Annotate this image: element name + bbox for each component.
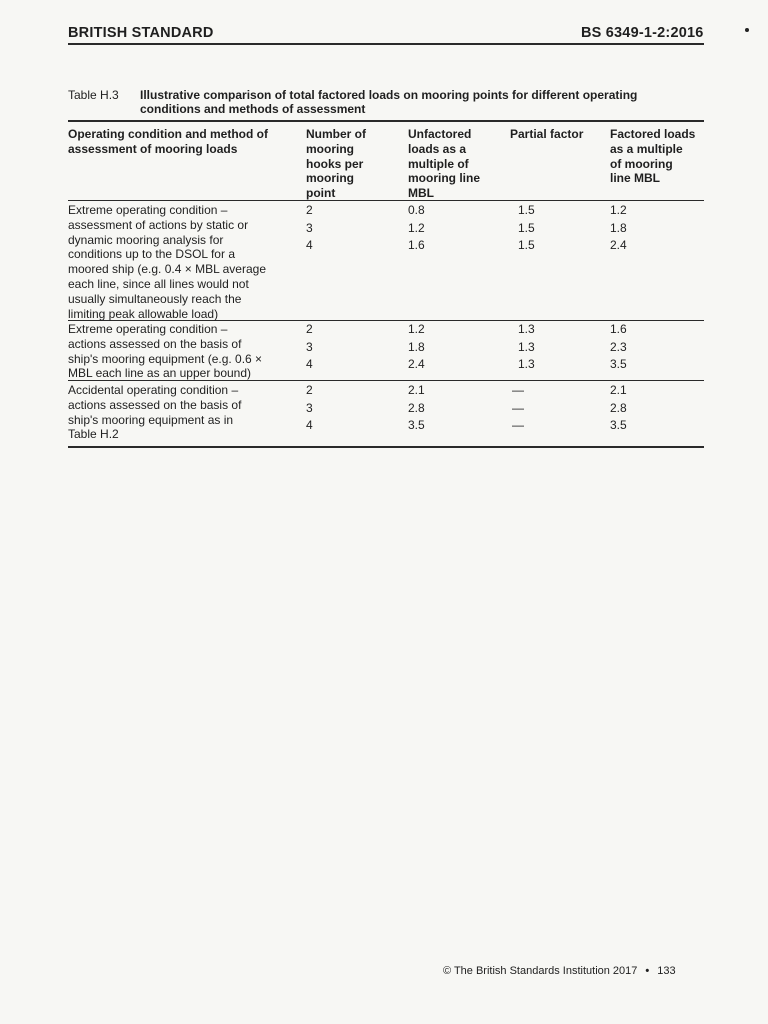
row-factored: 1.6 2.3 3.5 xyxy=(610,322,627,371)
page-number: 133 xyxy=(657,965,676,977)
page-footer xyxy=(443,965,676,977)
header-factored: Factored loads as a multiple of mooring line MBL xyxy=(610,127,696,186)
row-factored: 1.2 1.8 2.4 xyxy=(610,203,627,252)
row-partial-factor: 1.3 1.3 1.3 xyxy=(518,322,535,371)
row-partial-factor: 1.5 1.5 1.5 xyxy=(518,203,535,252)
header-hooks: Number of mooring hooks per mooring point xyxy=(306,127,366,201)
row-unfactored: 0.8 1.2 1.6 xyxy=(408,203,425,252)
header-partial-factor: Partial factor xyxy=(510,127,584,141)
header-unfactored: Unfactored loads as a multiple of mooring line MBL xyxy=(408,127,480,201)
table-title-line: Illustrative comparison of total factored loads on mooring points for different operating xyxy=(140,88,638,102)
row-unfactored: 2.1 2.8 3.5 xyxy=(408,383,425,432)
header-rule xyxy=(68,43,704,45)
table-number: Table H.3 xyxy=(68,88,119,102)
footer-bullet: • xyxy=(645,965,650,977)
header-condition: Operating condition and method of assessment of mooring loads xyxy=(68,127,268,156)
row-hooks: 2 3 4 xyxy=(306,203,313,252)
copyright-text: © The British Standards Institution 2017 xyxy=(443,965,638,977)
row-condition: Extreme operating condition – assessment of actions by static or dynamic mooring analysis for conditions up to the DSOL for a moored ship (e.g. 0.4 × MBL average each line, since all lines would not usually simultaneously reach the limiting peak allowable load) xyxy=(68,203,266,321)
row-hooks: 2 3 4 xyxy=(306,322,313,371)
table-bottom-rule xyxy=(68,446,704,448)
table-title xyxy=(140,88,700,116)
row-condition: Extreme operating condition – actions assessed on the basis of ship's mooring equipment (e.g. 0.6 × MBL each line as an upper bound) xyxy=(68,322,263,381)
table-title-line: conditions and methods of assessment xyxy=(140,102,366,116)
row-factored: 2.1 2.8 3.5 xyxy=(610,383,627,432)
header-left-text: BRITISH STANDARD xyxy=(68,25,214,41)
table-top-rule xyxy=(68,120,704,122)
margin-mark xyxy=(745,28,749,32)
row-hooks: 2 3 4 xyxy=(306,383,313,432)
header-right-text: BS 6349-1-2:2016 xyxy=(581,25,704,41)
row-partial-factor: — — — xyxy=(512,383,524,432)
row-unfactored: 1.2 1.8 2.4 xyxy=(408,322,425,371)
row-condition: Accidental operating condition – actions assessed on the basis of ship's mooring equipment as in Table H.2 xyxy=(68,383,242,442)
